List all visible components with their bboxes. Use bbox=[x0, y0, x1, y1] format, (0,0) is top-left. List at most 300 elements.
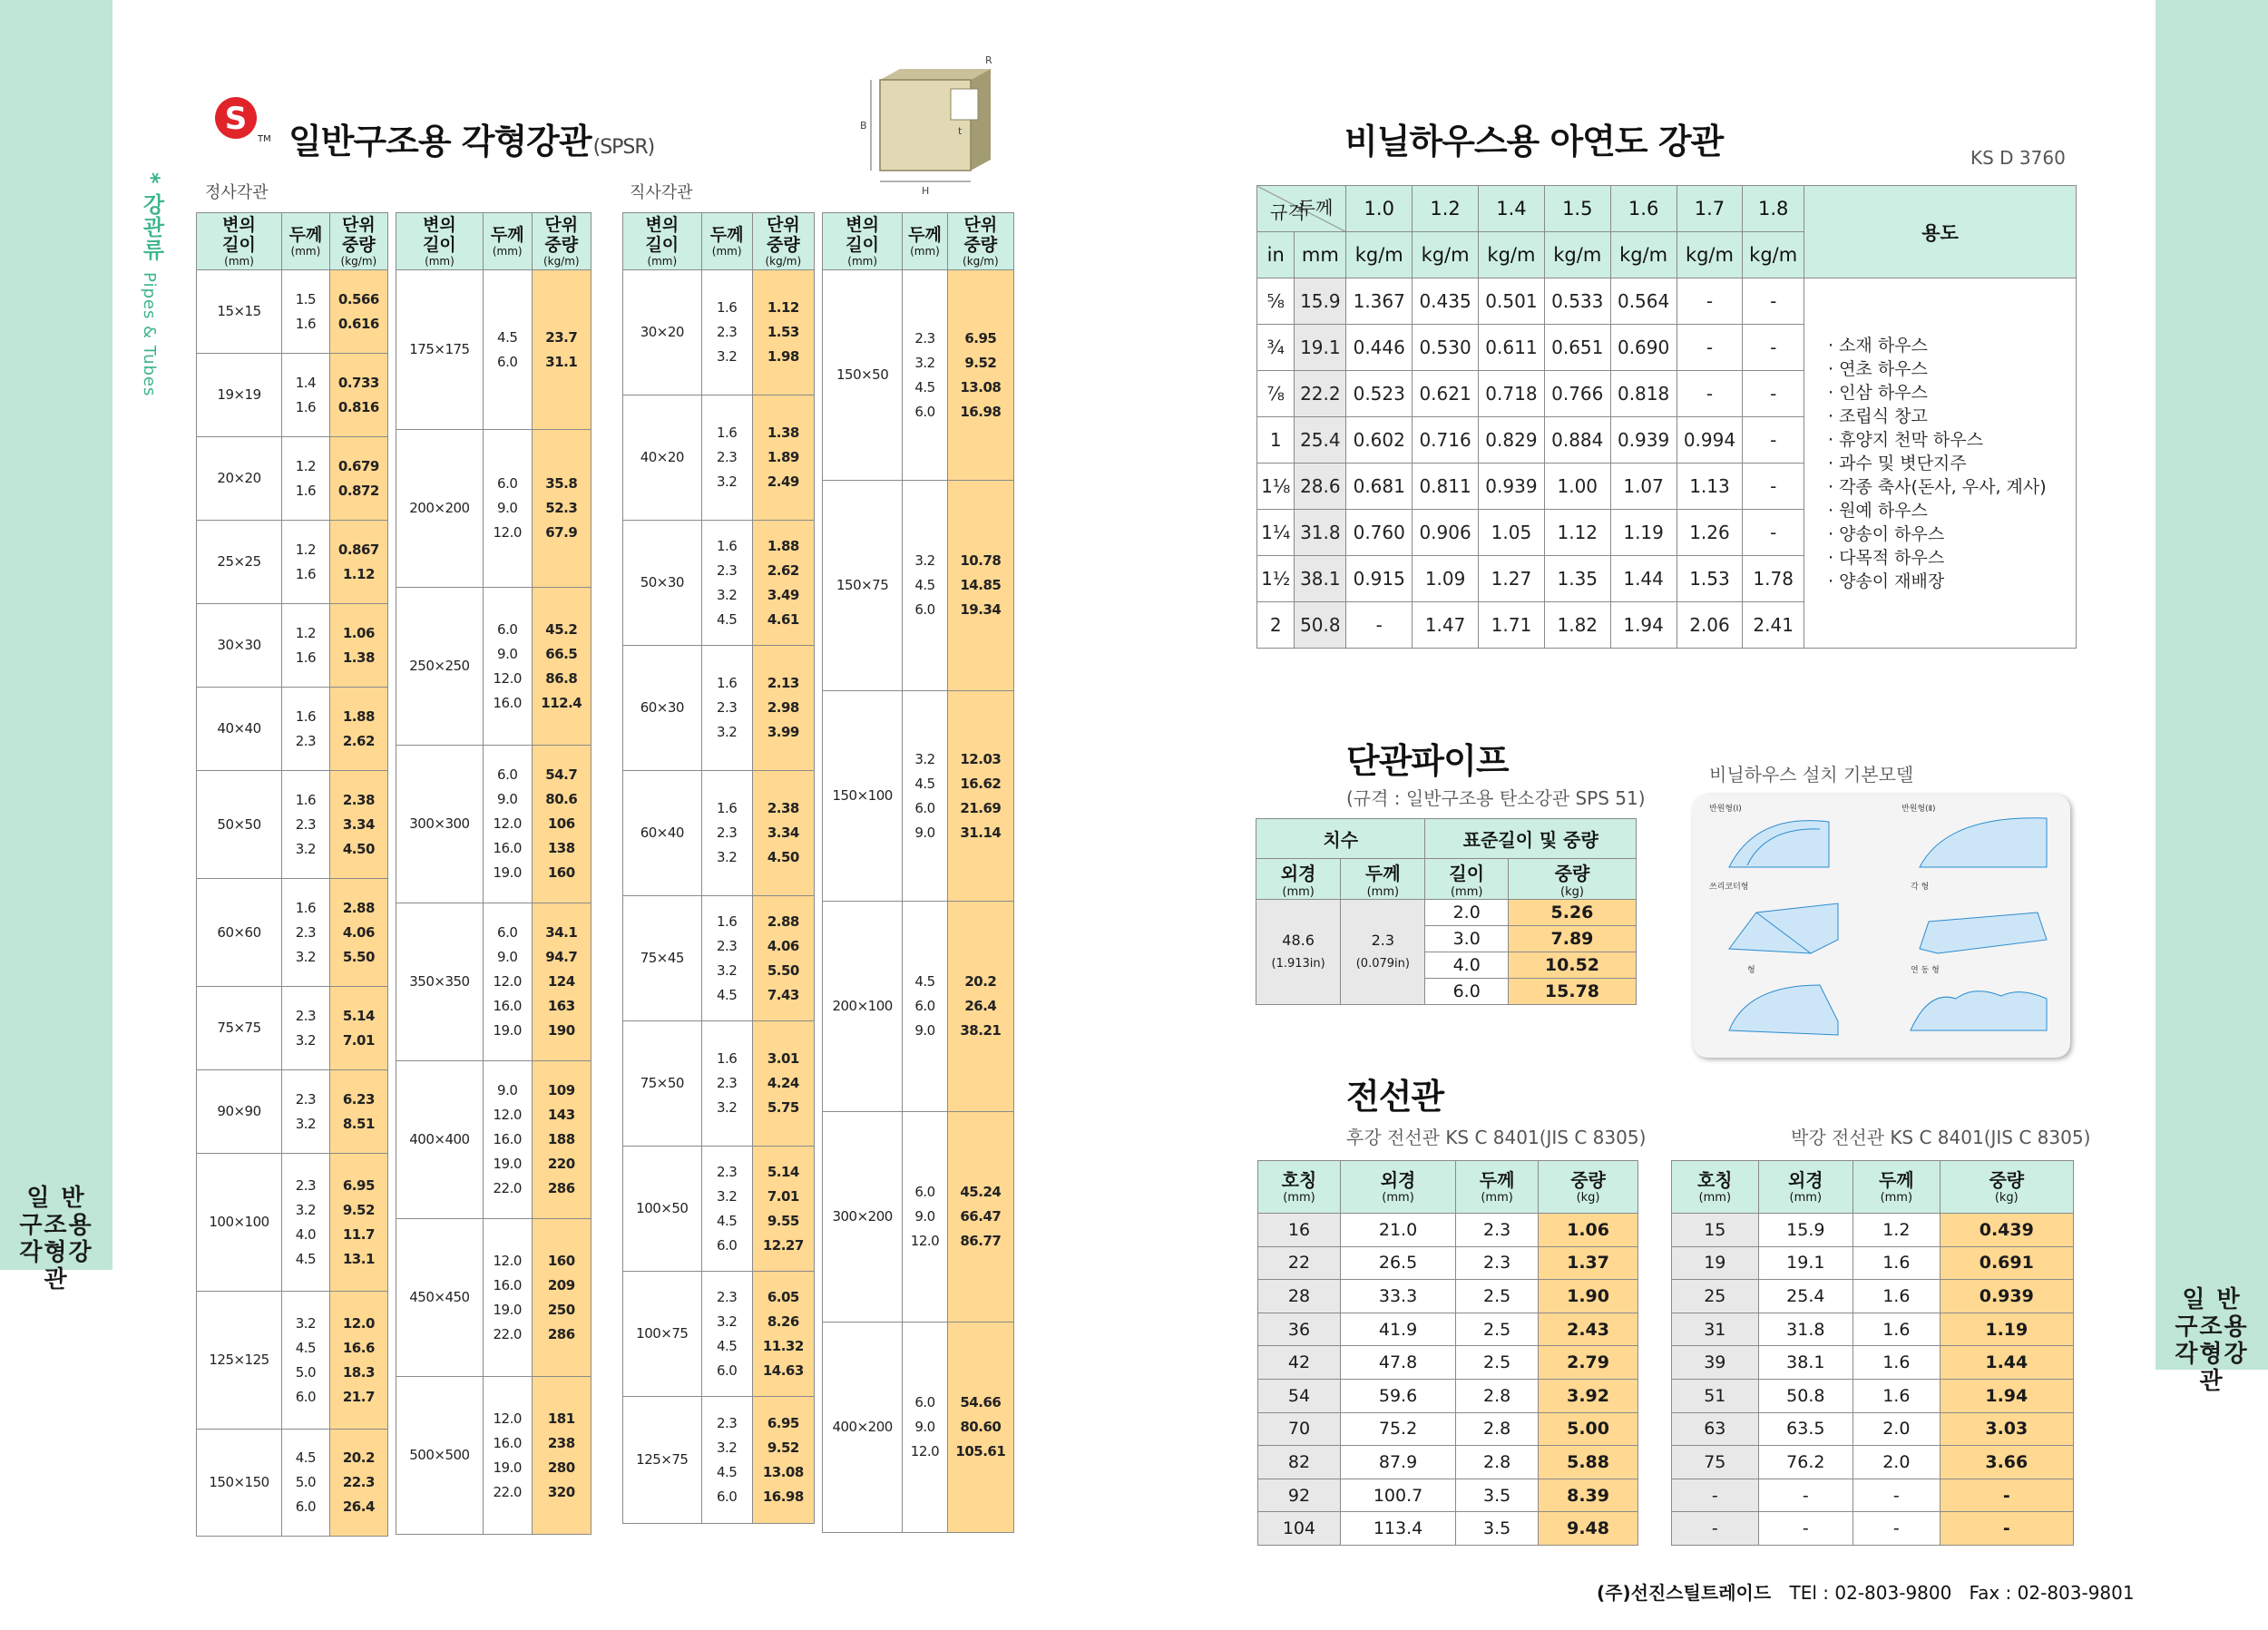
table-row bbox=[623, 395, 815, 521]
conduit-cell: 2.5 bbox=[1456, 1280, 1539, 1313]
weight-value: 143 bbox=[547, 1107, 575, 1123]
conduit-cell: 8.39 bbox=[1539, 1479, 1638, 1512]
conduit-cell: 0.439 bbox=[1940, 1214, 2073, 1247]
weight-cell: 7.89 bbox=[1508, 926, 1636, 952]
thickness-value: 2.3 bbox=[716, 1163, 738, 1180]
use-item: · 과수 및 볏단지주 bbox=[1828, 453, 1967, 473]
weight-value: 4.06 bbox=[342, 923, 375, 941]
weight-value: 5.75 bbox=[767, 1099, 799, 1116]
unit-kgm-header: kg/m bbox=[1544, 232, 1610, 278]
weight-value: 6.23 bbox=[342, 1090, 375, 1108]
vinyl-thickness-label: 두께 bbox=[1297, 197, 1334, 219]
table-row bbox=[197, 604, 388, 688]
length-cell: 2.0 bbox=[1425, 900, 1508, 926]
weight-cell bbox=[329, 987, 387, 1070]
svg-text:형: 형 bbox=[1747, 966, 1755, 975]
table-row bbox=[1258, 1446, 1638, 1479]
weight-cell bbox=[752, 270, 814, 395]
weight-value: 6.05 bbox=[767, 1288, 799, 1305]
weight-cell: 0.760 bbox=[1346, 510, 1413, 556]
thickness-value: 22.0 bbox=[493, 1180, 522, 1196]
thickness-value: 6.0 bbox=[716, 1488, 738, 1505]
thickness-value: 19.0 bbox=[493, 1459, 522, 1476]
size-cell: 60×60 bbox=[197, 879, 282, 987]
weight-cell: 1.35 bbox=[1544, 556, 1610, 602]
thickness-value: 2.3 bbox=[716, 449, 738, 465]
weight-value: 4.61 bbox=[767, 610, 799, 628]
table-row bbox=[823, 270, 1014, 481]
size-cell: 100×50 bbox=[623, 1147, 702, 1272]
thickness-value: 4.5 bbox=[914, 775, 935, 792]
conduit-cell: 70 bbox=[1258, 1412, 1341, 1446]
conduit-header-unit: (mm) bbox=[1382, 1190, 1414, 1205]
conduit-cell: 3.5 bbox=[1456, 1479, 1539, 1512]
weight-cell: 0.651 bbox=[1544, 325, 1610, 371]
weight-cell bbox=[752, 1397, 814, 1524]
size-cell: 40×40 bbox=[197, 688, 282, 771]
thickness-header: 1.4 bbox=[1479, 186, 1545, 232]
weight-cell: 2.06 bbox=[1677, 602, 1743, 649]
weight-value: 2.38 bbox=[767, 800, 799, 816]
rect-tube-table-1 bbox=[622, 212, 815, 1524]
vinyl-corner-header bbox=[1257, 186, 1346, 232]
svg-text:반원형(Ⅱ): 반원형(Ⅱ) bbox=[1901, 805, 1936, 814]
conduit-cell: 1.37 bbox=[1539, 1246, 1638, 1280]
unit-kgm-header: kg/m bbox=[1479, 232, 1545, 278]
use-item: · 다목적 하우스 bbox=[1828, 547, 1945, 568]
weight-value: 9.55 bbox=[767, 1212, 799, 1229]
use-item: · 양송이 재배장 bbox=[1828, 571, 1945, 591]
weight-cell bbox=[329, 1292, 387, 1430]
weight-value: 6.95 bbox=[964, 329, 997, 346]
weight-value: 286 bbox=[547, 1180, 575, 1196]
conduit-header bbox=[1853, 1161, 1941, 1214]
weight-cell bbox=[329, 688, 387, 771]
spsr-header-col-side bbox=[396, 213, 484, 270]
svg-text:반원형(Ⅰ): 반원형(Ⅰ) bbox=[1709, 805, 1742, 814]
conduit-cell: 75.2 bbox=[1340, 1412, 1455, 1446]
weight-value: 3.49 bbox=[767, 586, 799, 603]
thickness-value: 1.6 bbox=[716, 913, 738, 930]
outer-diameter-value: 48.6 bbox=[1282, 931, 1315, 949]
pipe-subheader-unit: (mm) bbox=[1282, 885, 1315, 899]
square-tube-table-2 bbox=[396, 212, 591, 1535]
table-row bbox=[197, 437, 388, 521]
weight-cell: 10.52 bbox=[1508, 952, 1636, 979]
conduit-cell: 50.8 bbox=[1758, 1379, 1853, 1412]
size-mm-cell: 31.8 bbox=[1295, 510, 1346, 556]
conduit-cell: 1.44 bbox=[1940, 1346, 2073, 1380]
thickness-value: 9.0 bbox=[497, 500, 518, 516]
spsr-header-unit: (mm) bbox=[290, 245, 321, 258]
size-cell: 200×100 bbox=[823, 902, 903, 1112]
use-item: · 인삼 하우스 bbox=[1828, 382, 1928, 403]
spsr-header-row bbox=[197, 213, 388, 270]
conduit-header bbox=[1340, 1161, 1455, 1214]
thickness-value: 12.0 bbox=[493, 815, 522, 832]
weight-cell bbox=[329, 879, 387, 987]
weight-cell: - bbox=[1743, 278, 1804, 325]
vinyl-standard: KS D 3760 bbox=[1970, 147, 2066, 169]
thickness-value: 1.2 bbox=[295, 457, 317, 474]
thickness-value: 12.0 bbox=[493, 1252, 522, 1269]
conduit-cell: 16 bbox=[1258, 1214, 1341, 1247]
conduit-cell: 38.1 bbox=[1758, 1346, 1853, 1380]
footer-tel: TEl : 02-803-9800 bbox=[1789, 1582, 1952, 1604]
thickness-value: 3.2 bbox=[914, 354, 935, 371]
thickness-cell bbox=[483, 1377, 532, 1535]
weight-value: 18.3 bbox=[342, 1363, 375, 1381]
weight-cell bbox=[329, 1154, 387, 1292]
thickness-value: 1.6 bbox=[716, 425, 738, 441]
conduit-header-row bbox=[1672, 1161, 2074, 1214]
size-cell: 100×100 bbox=[197, 1154, 282, 1292]
table-row bbox=[1258, 1346, 1638, 1380]
weight-value: 320 bbox=[547, 1483, 575, 1500]
spsr-header-text: 변의 길이 bbox=[645, 215, 679, 255]
thickness-value: 19.0 bbox=[493, 864, 522, 881]
weight-value: 16.98 bbox=[762, 1488, 804, 1505]
diagram-label-r: R bbox=[985, 54, 992, 66]
weight-value: 26.4 bbox=[342, 1498, 375, 1515]
thickness-value: 3.2 bbox=[716, 1099, 738, 1116]
table-row bbox=[623, 646, 815, 771]
conduit-header-text: 외경 bbox=[1380, 1168, 1416, 1191]
spsr-header-text: 단위 중량 bbox=[963, 215, 998, 255]
thickness-cell bbox=[282, 879, 330, 987]
weight-cell: 0.939 bbox=[1479, 464, 1545, 510]
conduit-cell: 9.48 bbox=[1539, 1512, 1638, 1546]
weight-value: 20.2 bbox=[964, 973, 997, 990]
company-logo bbox=[215, 97, 257, 139]
pipe-table bbox=[1256, 818, 1637, 1005]
svg-text:각 형: 각 형 bbox=[1911, 883, 1930, 892]
thickness-value: 3.2 bbox=[914, 750, 935, 767]
thickness-value: 16.0 bbox=[493, 840, 522, 856]
weight-cell bbox=[947, 1112, 1013, 1323]
thickness-value: 9.0 bbox=[914, 1208, 935, 1225]
pipe-subheader bbox=[1425, 859, 1508, 900]
weight-cell: 1.44 bbox=[1610, 556, 1677, 602]
thickness-cell bbox=[282, 987, 330, 1070]
conduit-cell: 26.5 bbox=[1340, 1246, 1455, 1280]
weight-cell bbox=[532, 270, 591, 430]
weight-value: 86.8 bbox=[545, 669, 578, 687]
weight-value: 0.733 bbox=[337, 374, 379, 391]
weight-value: 7.01 bbox=[342, 1031, 375, 1049]
thickness-value: 9.0 bbox=[914, 1022, 935, 1039]
thickness-value: 12.0 bbox=[493, 973, 522, 990]
thickness-value: 1.2 bbox=[295, 624, 317, 641]
conduit-cell: 42 bbox=[1258, 1346, 1341, 1380]
pipe-subheader-row bbox=[1256, 859, 1637, 900]
pipe-title: 단관파이프 bbox=[1346, 741, 1509, 781]
table-row bbox=[1672, 1280, 2074, 1313]
weight-cell: 1.19 bbox=[1610, 510, 1677, 556]
conduit-header-unit: (mm) bbox=[1283, 1190, 1315, 1205]
weight-cell: 0.716 bbox=[1413, 417, 1479, 464]
table-row bbox=[823, 902, 1014, 1112]
weight-cell bbox=[947, 902, 1013, 1112]
weight-cell: 0.718 bbox=[1479, 371, 1545, 417]
conduit-cell: 1.6 bbox=[1853, 1246, 1941, 1280]
pipe-subheader-unit: (mm) bbox=[1366, 885, 1400, 899]
conduit-cell: - bbox=[1758, 1512, 1853, 1546]
house-model-diagram bbox=[1693, 795, 2070, 1058]
pipe-subheader bbox=[1508, 859, 1636, 900]
conduit-cell: 28 bbox=[1258, 1280, 1341, 1313]
conduit-header-unit: (mm) bbox=[1880, 1190, 1913, 1205]
conduit-cell: 0.691 bbox=[1940, 1246, 2073, 1280]
thickness-value: 6.0 bbox=[497, 620, 518, 638]
weight-cell: 0.906 bbox=[1413, 510, 1479, 556]
conduit-cell: 19 bbox=[1672, 1246, 1759, 1280]
weight-value: 13.1 bbox=[342, 1250, 375, 1267]
square-tube-table-1 bbox=[196, 212, 388, 1537]
conduit-cell: 2.8 bbox=[1456, 1446, 1539, 1479]
thickness-cell bbox=[483, 588, 532, 746]
conduit-cell: 3.5 bbox=[1456, 1512, 1539, 1546]
conduit-cell: 113.4 bbox=[1340, 1512, 1455, 1546]
weight-value: 13.08 bbox=[960, 378, 1002, 395]
thickness-cell bbox=[701, 521, 752, 646]
weight-value: 190 bbox=[547, 1022, 575, 1039]
length-cell: 6.0 bbox=[1425, 979, 1508, 1005]
weight-cell: - bbox=[1677, 325, 1743, 371]
thickness-value: 4.5 bbox=[716, 1212, 738, 1229]
spsr-header-unit: (mm) bbox=[224, 255, 254, 268]
weight-cell: - bbox=[1743, 417, 1804, 464]
conduit-cell: 36 bbox=[1258, 1313, 1341, 1346]
thickness-value: 3.2 bbox=[295, 1115, 317, 1132]
thickness-cell bbox=[282, 688, 330, 771]
size-mm-cell: 25.4 bbox=[1295, 417, 1346, 464]
size-cell: 150×75 bbox=[823, 481, 903, 691]
table-row bbox=[1258, 1512, 1638, 1546]
thickness-value: 3.2 bbox=[295, 1314, 317, 1332]
spsr-header-row bbox=[396, 213, 591, 270]
weight-value: 8.51 bbox=[342, 1115, 375, 1132]
weight-value: 2.62 bbox=[767, 561, 799, 579]
house-model-semicircle-2 bbox=[1901, 803, 2047, 867]
table-row bbox=[823, 481, 1014, 691]
weight-cell: 0.435 bbox=[1413, 278, 1479, 325]
spsr-header-col-thick bbox=[701, 213, 752, 270]
weight-value: 2.88 bbox=[342, 899, 375, 916]
thickness-value: 1.6 bbox=[716, 675, 738, 691]
weight-value: 5.50 bbox=[767, 961, 799, 979]
weight-cell: 1.07 bbox=[1610, 464, 1677, 510]
thickness-value: 1.6 bbox=[295, 649, 317, 666]
weight-value: 1.38 bbox=[767, 425, 799, 441]
weight-value: 0.816 bbox=[337, 398, 379, 415]
conduit-header-unit: (mm) bbox=[1789, 1190, 1823, 1205]
weight-value: 13.08 bbox=[762, 1463, 804, 1480]
weight-value: 8.26 bbox=[767, 1313, 799, 1330]
weight-value: 94.7 bbox=[545, 949, 578, 965]
weight-cell: 0.564 bbox=[1610, 278, 1677, 325]
table-row bbox=[623, 1021, 815, 1147]
conduit-cell: 1.6 bbox=[1853, 1280, 1941, 1313]
weight-value: 16.98 bbox=[960, 403, 1002, 420]
weight-value: 1.12 bbox=[342, 565, 375, 582]
weight-cell bbox=[947, 1323, 1013, 1533]
conduit-cell: 1.6 bbox=[1853, 1313, 1941, 1346]
table-row bbox=[1672, 1479, 2074, 1512]
spsr-header-unit: (mm) bbox=[910, 245, 940, 258]
table-row bbox=[1257, 278, 2077, 325]
weight-cell bbox=[752, 1272, 814, 1397]
table-row bbox=[396, 1061, 591, 1219]
weight-cell: - bbox=[1743, 325, 1804, 371]
conduit-header bbox=[1672, 1161, 1759, 1214]
pipe-header-row bbox=[1256, 819, 1637, 859]
thickness-value: 4.5 bbox=[716, 1337, 738, 1354]
conduit-cell: 31.8 bbox=[1758, 1313, 1853, 1346]
weight-value: 3.34 bbox=[342, 815, 375, 833]
weight-cell: 0.523 bbox=[1346, 371, 1413, 417]
weight-value: 1.12 bbox=[767, 299, 799, 316]
conduit-cell: 31 bbox=[1672, 1313, 1759, 1346]
conduit-cell: 63.5 bbox=[1758, 1412, 1853, 1446]
standard-header: 표준길이 및 중량 bbox=[1425, 819, 1637, 859]
weight-cell: 0.533 bbox=[1544, 278, 1610, 325]
weight-value: 105.61 bbox=[955, 1443, 1006, 1459]
conduit-cell: 1.19 bbox=[1940, 1313, 2073, 1346]
weight-value: 3.99 bbox=[767, 724, 799, 740]
table-row bbox=[1672, 1379, 2074, 1412]
conduit-header-text: 중량 bbox=[1570, 1168, 1606, 1191]
weight-cell bbox=[532, 746, 591, 903]
weight-value: 9.52 bbox=[767, 1439, 799, 1456]
square-tube-label: 정사각관 bbox=[205, 183, 269, 202]
size-cell: 200×200 bbox=[396, 430, 484, 588]
weight-value: 0.867 bbox=[337, 541, 379, 558]
pipe-subheader-text: 중량 bbox=[1554, 863, 1590, 884]
weight-value: 67.9 bbox=[545, 524, 578, 541]
table-row bbox=[623, 1147, 815, 1272]
thickness-value: 3.2 bbox=[295, 1201, 317, 1218]
table-row bbox=[396, 903, 591, 1061]
weight-cell: 0.681 bbox=[1346, 464, 1413, 510]
weight-value: 209 bbox=[547, 1276, 575, 1293]
size-cell: 40×20 bbox=[623, 395, 702, 521]
use-item: · 연초 하우스 bbox=[1828, 358, 1928, 379]
size-mm-cell: 38.1 bbox=[1295, 556, 1346, 602]
thickness-value: 22.0 bbox=[493, 1483, 522, 1500]
thickness-value: 3.2 bbox=[716, 1439, 738, 1456]
weight-value: 11.32 bbox=[762, 1337, 804, 1354]
thickness-value: 1.6 bbox=[295, 791, 317, 808]
weight-cell: 0.939 bbox=[1610, 417, 1677, 464]
size-cell: 250×250 bbox=[396, 588, 484, 746]
sidebar-vertical-ko: * 강관류 bbox=[139, 172, 164, 261]
thickness-value: 3.2 bbox=[716, 1187, 738, 1205]
weight-cell: 1.13 bbox=[1677, 464, 1743, 510]
conduit-cell: 15.9 bbox=[1758, 1214, 1853, 1247]
weight-value: 1.53 bbox=[767, 324, 799, 340]
weight-value: 11.7 bbox=[342, 1225, 375, 1243]
conduit-cell: 1.2 bbox=[1853, 1214, 1941, 1247]
thickness-cell bbox=[903, 902, 947, 1112]
conduit-header-unit: (kg) bbox=[1576, 1190, 1600, 1205]
table-row bbox=[396, 588, 591, 746]
spsr-header-text: 변의 길이 bbox=[423, 215, 456, 255]
length-cell: 3.0 bbox=[1425, 926, 1508, 952]
weight-cell bbox=[752, 1021, 814, 1147]
house-model-multispan bbox=[1911, 964, 2047, 1030]
weight-value: 9.52 bbox=[342, 1201, 375, 1218]
size-inch-cell: ⅝ bbox=[1257, 278, 1295, 325]
conduit-cell: - bbox=[1672, 1479, 1759, 1512]
spsr-header-text: 두께 bbox=[709, 225, 744, 245]
table-row bbox=[623, 771, 815, 896]
thickness-value: 16.0 bbox=[493, 1276, 522, 1293]
conduit-header-text: 호칭 bbox=[1696, 1168, 1733, 1191]
conduit-header-text: 호칭 bbox=[1281, 1168, 1317, 1191]
weight-cell: 1.12 bbox=[1544, 510, 1610, 556]
weight-cell bbox=[329, 1430, 387, 1537]
conduit-cell: 3.66 bbox=[1940, 1446, 2073, 1479]
weight-cell: - bbox=[1346, 602, 1413, 649]
weight-cell bbox=[329, 521, 387, 604]
size-mm-cell: 28.6 bbox=[1295, 464, 1346, 510]
thickness-cell bbox=[282, 1070, 330, 1154]
thickness-value: 1.4 bbox=[295, 374, 317, 391]
thickness-value: 1.6 bbox=[716, 800, 738, 816]
weight-value: 0.872 bbox=[337, 482, 379, 499]
table-row bbox=[1258, 1479, 1638, 1512]
thickness-value: 6.0 bbox=[295, 1388, 317, 1405]
weight-value: 34.1 bbox=[545, 924, 578, 941]
thickness-value: 2.3 bbox=[914, 329, 935, 346]
weight-cell bbox=[752, 395, 814, 521]
thickness-value: 2.3 bbox=[716, 324, 738, 340]
size-cell: 150×50 bbox=[823, 270, 903, 481]
weight-value: 1.98 bbox=[767, 348, 799, 365]
weight-cell: 0.811 bbox=[1413, 464, 1479, 510]
conduit-cell: - bbox=[1758, 1479, 1853, 1512]
spsr-header-col-weight bbox=[947, 213, 1013, 270]
weight-cell: 0.829 bbox=[1479, 417, 1545, 464]
weight-value: 286 bbox=[547, 1325, 575, 1342]
conduit-header-text: 두께 bbox=[1479, 1168, 1515, 1191]
spsr-header-col-side bbox=[623, 213, 702, 270]
table-row bbox=[1672, 1446, 2074, 1479]
thickness-value: 9.0 bbox=[497, 645, 518, 662]
weight-value: 23.7 bbox=[545, 328, 578, 346]
trademark-mark: TM bbox=[258, 134, 271, 144]
thin-conduit-table bbox=[1671, 1160, 2074, 1546]
weight-cell bbox=[532, 430, 591, 588]
conduit-cell: 39 bbox=[1672, 1346, 1759, 1380]
weight-value: 4.06 bbox=[767, 937, 799, 954]
sidebar-vertical-en: Pipes & Tubes bbox=[140, 272, 159, 397]
size-inch-cell: 1⅛ bbox=[1257, 464, 1295, 510]
weight-cell: 0.915 bbox=[1346, 556, 1413, 602]
conduit-cell: 54 bbox=[1258, 1379, 1341, 1412]
thickness-value: 6.0 bbox=[497, 766, 518, 783]
pipe-subheader bbox=[1256, 859, 1341, 900]
thickness-header: 1.7 bbox=[1677, 186, 1743, 232]
conduit-cell: 92 bbox=[1258, 1479, 1341, 1512]
conduit-cell: 0.939 bbox=[1940, 1280, 2073, 1313]
weight-value: 1.89 bbox=[767, 449, 799, 465]
size-cell: 20×20 bbox=[197, 437, 282, 521]
weight-value: 2.13 bbox=[767, 675, 799, 691]
weight-cell bbox=[752, 771, 814, 896]
spsr-header-unit: (mm) bbox=[647, 255, 678, 268]
